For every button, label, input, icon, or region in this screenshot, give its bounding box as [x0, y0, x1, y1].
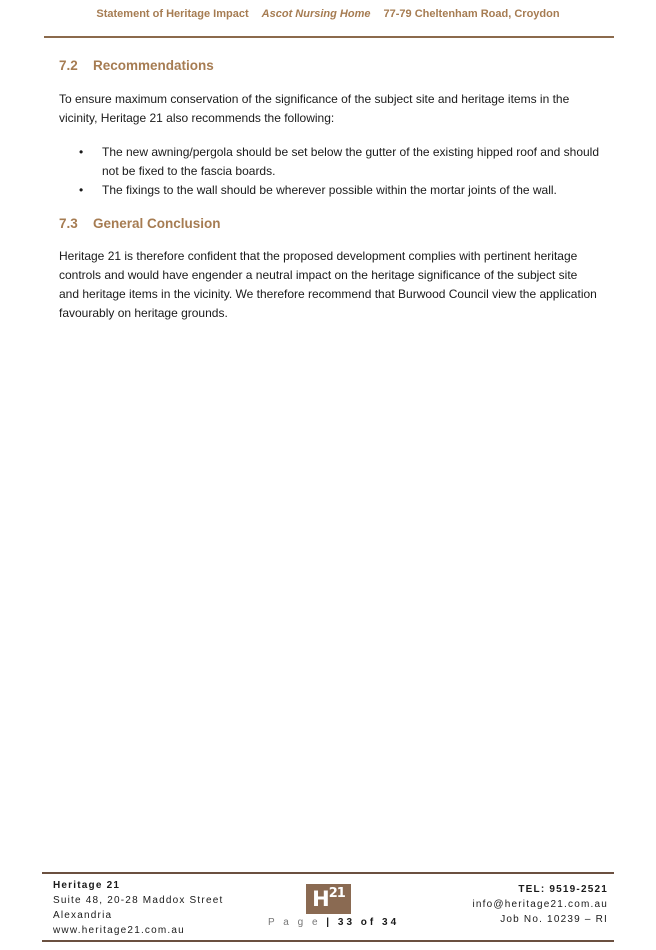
- footer-address-line1: Suite 48, 20-28 Maddox Street: [53, 895, 224, 906]
- page-header: [0, 8, 656, 20]
- bullet-icon: •: [79, 183, 84, 197]
- list-item-text: The new awning/pergola should be set below the gutter of the existing hipped roof and should not be fixed to the fascia boards.: [102, 145, 600, 178]
- footer-tel: TEL: 9519-2521: [518, 884, 608, 895]
- footer-company-info: [53, 878, 223, 938]
- page-number: [268, 917, 399, 928]
- footer-company-name: Heritage 21: [53, 880, 121, 891]
- page-label: P a g e: [268, 917, 321, 928]
- list-item: [59, 181, 599, 200]
- recommendations-intro: To ensure maximum conservation of the significance of the subject site and heritage items in the vicinity, Heritage 21 also recommends the following:: [59, 92, 570, 125]
- footer-divider-top: [42, 872, 614, 874]
- bullet-icon: •: [79, 145, 84, 159]
- footer-website-link[interactable]: www.heritage21.com.au: [53, 925, 185, 936]
- main-content: [59, 58, 599, 323]
- list-item: [59, 143, 599, 181]
- footer-address-line2: Alexandria: [53, 910, 113, 921]
- section-title: General Conclusion: [93, 216, 221, 231]
- recommendations-list: [59, 143, 599, 200]
- conclusion-body: Heritage 21 is therefore confident that the proposed development complies with pertinent heritage controls and would have engender a neutral impact on the heritage significance of the subject site and heritage items in the vicinity. We therefore recommend that Burwood Council view the application favourably on heritage grounds.: [59, 249, 597, 320]
- page-separator: |: [326, 917, 333, 928]
- section-title: Recommendations: [93, 58, 214, 73]
- page-total: 34: [382, 917, 400, 928]
- header-project: Ascot Nursing Home: [261, 8, 371, 20]
- footer-contact-info: [472, 882, 608, 927]
- list-item-text: The fixings to the wall should be wherever possible within the mortar joints of the wall.: [102, 183, 557, 197]
- page-current: 33: [337, 917, 356, 928]
- section-heading-recommendations: [59, 58, 599, 73]
- section-heading-conclusion: [59, 216, 599, 231]
- section-number: 7.3: [59, 216, 78, 231]
- section-number: 7.2: [59, 58, 78, 73]
- footer-divider-bottom: [42, 940, 614, 942]
- header-address: 77-79 Cheltenham Road, Croydon: [383, 8, 560, 20]
- page-of: of: [360, 917, 377, 928]
- header-doc-title: Statement of Heritage Impact: [96, 8, 249, 20]
- logo-number: 21: [328, 886, 345, 901]
- header-divider: [44, 36, 614, 38]
- footer-email-link[interactable]: info@heritage21.com.au: [472, 899, 608, 910]
- footer-job-number: Job No. 10239 – RI: [500, 914, 608, 925]
- heritage21-logo: [306, 884, 351, 914]
- logo-letter: H: [312, 887, 329, 911]
